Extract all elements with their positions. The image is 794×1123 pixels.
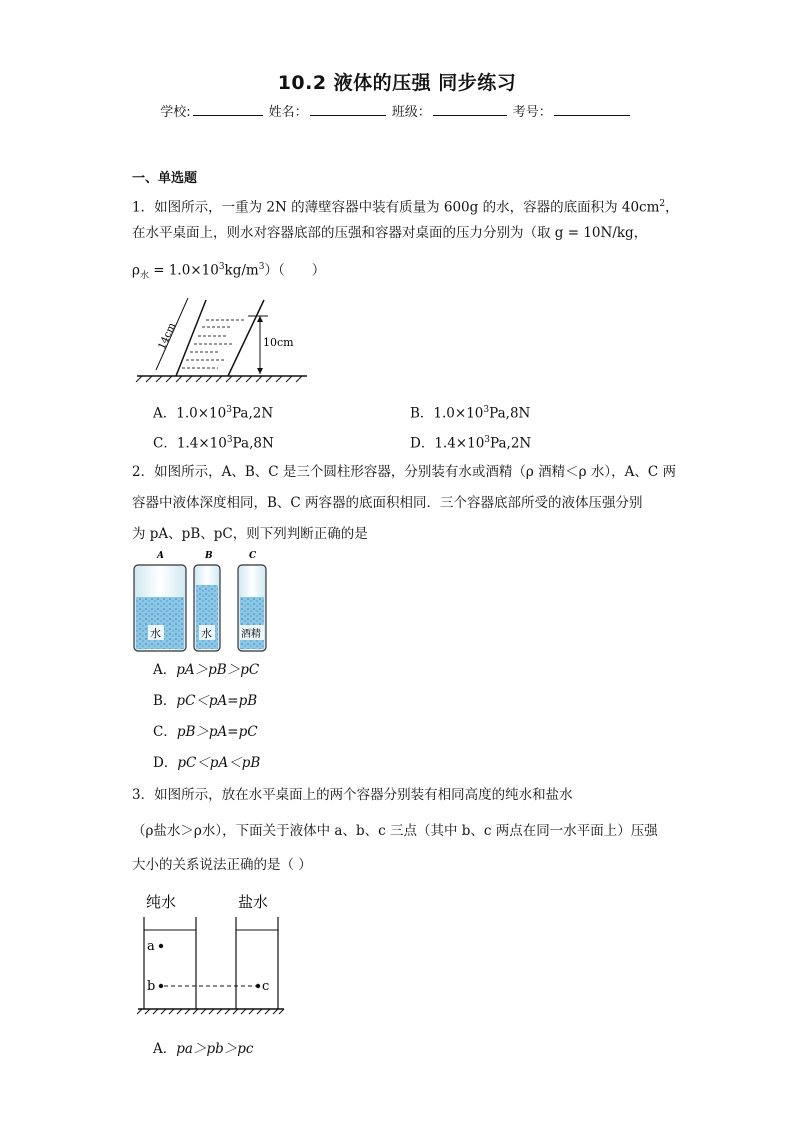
q1-option-a[interactable] [153,401,273,423]
exam-no-label: 考号： [512,105,552,120]
option-letter: D． [153,755,178,771]
q1-density-exp: 3 [218,262,225,272]
option-rest: Pa,2N [490,435,532,452]
exam-no-blank [554,101,630,116]
container-left-wall [176,300,206,376]
option-rest: Pa,8N [489,405,531,422]
option-base: 1.4×10 [434,435,485,452]
q2-line2: 容器中液体深度相同，B、C 两容器的底面积相同．三个容器底部所受的液体压强分别 [132,495,643,511]
option-rest: Pa,2N [231,405,274,422]
cylinder-c-label: C [249,551,257,561]
option-rest: Pa,8N [232,435,274,452]
option-letter: C． [153,724,177,740]
cylinder-a-liquid [136,597,184,649]
option-base: 1.4×10 [176,435,227,452]
option-letter: B． [410,405,434,422]
container-right-wall [228,300,264,376]
option-letter: D． [410,435,435,452]
option-text: pa＞pb＞pc [176,1041,254,1057]
q2-line1: 2．如图所示，A、B、C 是三个圆柱形容器，分别装有水或酒精（ρ 酒精＜ρ 水），A、C 两 [132,464,676,480]
cylinder-b-liquid-label: 水 [201,627,212,640]
option-exp: 3 [483,405,490,415]
option-exp: 3 [226,405,232,415]
option-text: pC＜pA＜pB [177,755,261,771]
option-letter: A． [153,1041,177,1057]
q2-option-c[interactable] [153,723,258,741]
q2-option-d[interactable] [153,754,260,772]
option-exp: 3 [484,435,491,445]
section-heading: 一、单选题 [132,171,198,186]
cylinder-a-label: A [157,551,164,561]
point-a-label: a [147,939,155,954]
q2-line3: 为 pA、pB、pC，则下列判断正确的是 [132,526,368,542]
q1-option-b[interactable] [410,401,530,423]
q1-density-c: ）（ ） [264,262,326,279]
point-c-label: c [262,979,270,994]
option-base: 1.0×10 [176,405,227,422]
q1-line2: 在水平桌面上，则水对容器底部的压强和容器对桌面的压力分别为（取 g = 10N/kg， [132,225,648,241]
q2-option-b[interactable] [153,692,257,710]
student-info-line [0,101,794,120]
rho-sub: 水 [139,271,149,282]
q3-line3: 大小的关系说法正确的是（ ） [132,857,312,873]
option-letter: B． [153,693,177,709]
cylinder-c-liquid-label: 酒精 [241,629,261,640]
point-b-label: b [147,979,156,994]
cylinder-b-label: B [205,551,213,561]
q2-cylinders-figure [132,547,277,653]
class-blank [433,101,507,116]
option-letter: C． [153,435,177,452]
q2-option-a[interactable] [153,661,259,679]
point-c [256,984,260,988]
q1-sup: 2 [659,199,666,209]
q1-line3 [132,258,325,285]
q1-line1 [132,195,679,217]
q1-density-a: = 1.0×10 [148,262,219,279]
q3-option-a[interactable] [153,1040,253,1058]
school-blank [193,101,263,116]
option-text: pA＞pB＞pC [176,662,260,678]
option-text: pB＞pA=pC [176,724,258,740]
cylinder-c-liquid [240,597,264,649]
point-b [159,984,163,988]
q1-option-d[interactable] [410,431,531,453]
pure-water-label: 纯水 [146,893,177,911]
q1-text-a: 1．如图所示，一重为 2N 的薄壁容器中装有质量为 600g 的水，容器的底面积为 40cm [132,199,660,216]
q1-text-b: ， [665,199,679,216]
q1-density-b: kg/m [224,262,259,279]
class-label: 班级： [391,105,431,120]
q3-containers-figure [132,887,292,1022]
option-text: pC＜pA=pB [176,693,258,709]
point-a [159,944,163,948]
name-blank [310,101,386,116]
q3-line2: （ρ盐水＞ρ水），下面关于液体中 a、b、c 三点（其中 b、c 两点在同一水平面上）压强 [132,823,658,839]
option-letter: A． [153,405,177,422]
slant-dimension-label: 14cm [156,321,179,352]
q3-line1: 3．如图所示，放在水平桌面上的两个容器分别装有相同高度的纯水和盐水 [132,787,573,803]
q1-option-c[interactable] [153,431,274,453]
height-dimension-label: 10cm [263,336,294,349]
name-label: 姓名： [268,105,308,120]
q1-density-exp2: 3 [258,262,265,272]
salt-water-label: 盐水 [238,893,269,911]
option-exp: 3 [226,435,233,445]
cylinder-a-liquid-label: 水 [150,627,161,640]
option-letter: A． [153,662,177,678]
rho-symbol: ρ [132,262,140,279]
school-label: 学校: [160,105,191,120]
q1-container-figure [132,294,312,384]
page-title: 10.2 液体的压强 同步练习 [277,72,517,94]
option-base: 1.0×10 [433,405,484,422]
